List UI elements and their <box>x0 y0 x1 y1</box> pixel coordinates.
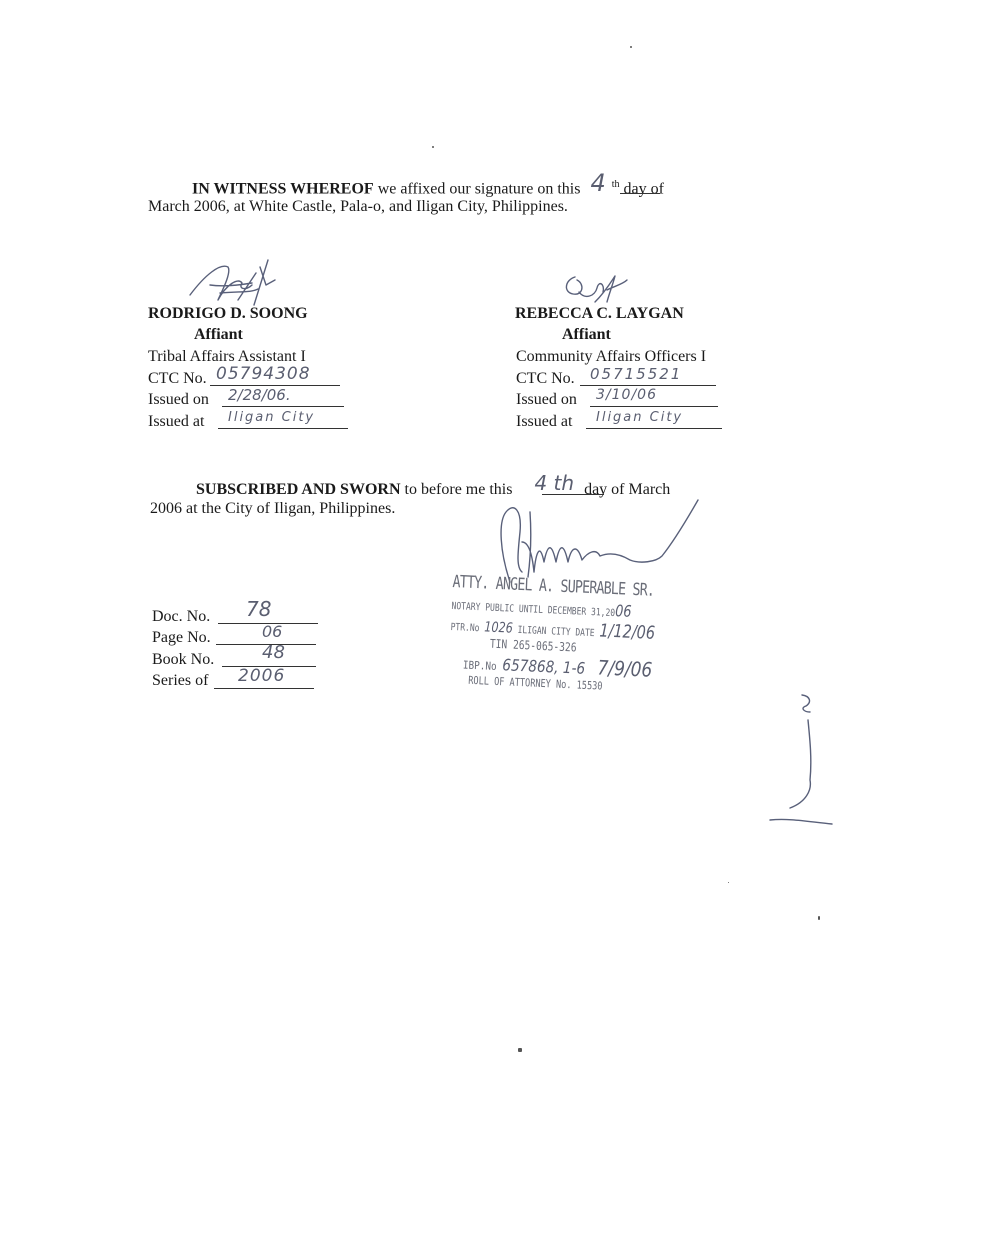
page-no-label: Page No. <box>152 629 211 646</box>
left-affiant-position: Tribal Affairs Assistant I <box>148 348 306 365</box>
book-no-value: 48 <box>262 642 285 663</box>
stamp-notary-text: NOTARY PUBLIC UNTIL DECEMBER 31,20 <box>451 600 616 620</box>
right-issued-on-line <box>590 406 718 407</box>
notary-stamp <box>448 572 711 697</box>
jurat-text-after: day of March <box>584 481 671 498</box>
left-issued-at-line <box>218 428 348 429</box>
right-affiant-role: Affiant <box>562 326 611 343</box>
scan-speck <box>818 916 820 920</box>
witness-day-suffix: th <box>611 179 620 190</box>
left-affiant-role: Affiant <box>194 326 243 343</box>
margin-mark <box>760 690 840 830</box>
witness-line-2: March 2006, at White Castle, Pala-o, and Iligan City, Philippines. <box>148 198 568 215</box>
scan-speck <box>518 1048 522 1052</box>
witness-line-1 <box>192 169 664 199</box>
stamp-ptr-place: ILIGAN CITY DATE <box>517 624 595 640</box>
stamp-roll-line: ROLL OF ATTORNEY No. 15530 <box>468 673 603 693</box>
witness-lead: IN WITNESS WHEREOF <box>192 180 374 198</box>
right-issued-on-value: 3/10/06 <box>596 387 657 403</box>
stamp-ibp-label: IBP.No <box>462 658 497 673</box>
jurat-lead: SUBSCRIBED AND SWORN <box>196 481 401 498</box>
scan-speck <box>728 882 729 883</box>
series-line <box>214 688 314 689</box>
left-issued-at-label: Issued at <box>148 413 205 430</box>
scan-speck <box>630 46 632 48</box>
stamp-ibp-number: 657868, 1-6 <box>502 655 586 678</box>
left-ctc-value: 05794308 <box>216 364 311 384</box>
witness-text-after: day of <box>623 180 664 198</box>
stamp-tin-line: TIN 265-065-326 <box>489 636 577 655</box>
right-issued-on-label: Issued on <box>516 391 577 408</box>
doc-no-label: Doc. No. <box>152 608 211 625</box>
stamp-ptr-number: 1026 <box>483 619 514 637</box>
left-issued-on-line <box>222 406 344 407</box>
stamp-ibp-date: 7/9/06 <box>597 655 653 682</box>
book-no-label: Book No. <box>152 651 215 668</box>
jurat-line-2: 2006 at the City of Iligan, Philippines. <box>150 500 396 517</box>
stamp-ptr-date: 1/12/06 <box>599 620 656 644</box>
series-label: Series of <box>152 672 209 689</box>
left-issued-on-value: 2/28/06. <box>228 386 291 404</box>
left-issued-on-label: Issued on <box>148 391 209 408</box>
jurat-day-handwritten: 4 th <box>534 471 575 495</box>
left-issued-at-value: Iligan City <box>228 410 316 425</box>
right-issued-at-value: Iligan City <box>596 410 684 425</box>
right-issued-at-line <box>586 428 722 429</box>
right-affiant-position: Community Affairs Officers I <box>516 348 707 365</box>
series-value: 2006 <box>238 666 286 686</box>
page-no-value: 06 <box>262 622 283 641</box>
left-ctc-label: CTC No. <box>148 370 207 387</box>
witness-day-line <box>620 193 660 194</box>
stamp-ptr-label: PTR.No <box>450 621 480 635</box>
left-affiant-name: RODRIGO D. SOONG <box>148 305 308 322</box>
right-ctc-line <box>580 385 716 386</box>
stamp-name: ATTY. ANGEL A. SUPERABLE SR. <box>452 572 655 601</box>
doc-no-value: 78 <box>246 597 272 621</box>
witness-day-handwritten: 4 <box>590 169 606 198</box>
right-ctc-value: 05715521 <box>590 365 683 383</box>
scan-speck <box>432 146 434 148</box>
right-affiant-name: REBECCA C. LAYGAN <box>515 305 684 322</box>
witness-text: we affixed our signature on this <box>377 180 581 198</box>
jurat-text: to before me this <box>404 481 513 498</box>
right-issued-at-label: Issued at <box>516 413 573 430</box>
stamp-notary-year: 06 <box>614 601 632 621</box>
right-ctc-label: CTC No. <box>516 370 575 387</box>
